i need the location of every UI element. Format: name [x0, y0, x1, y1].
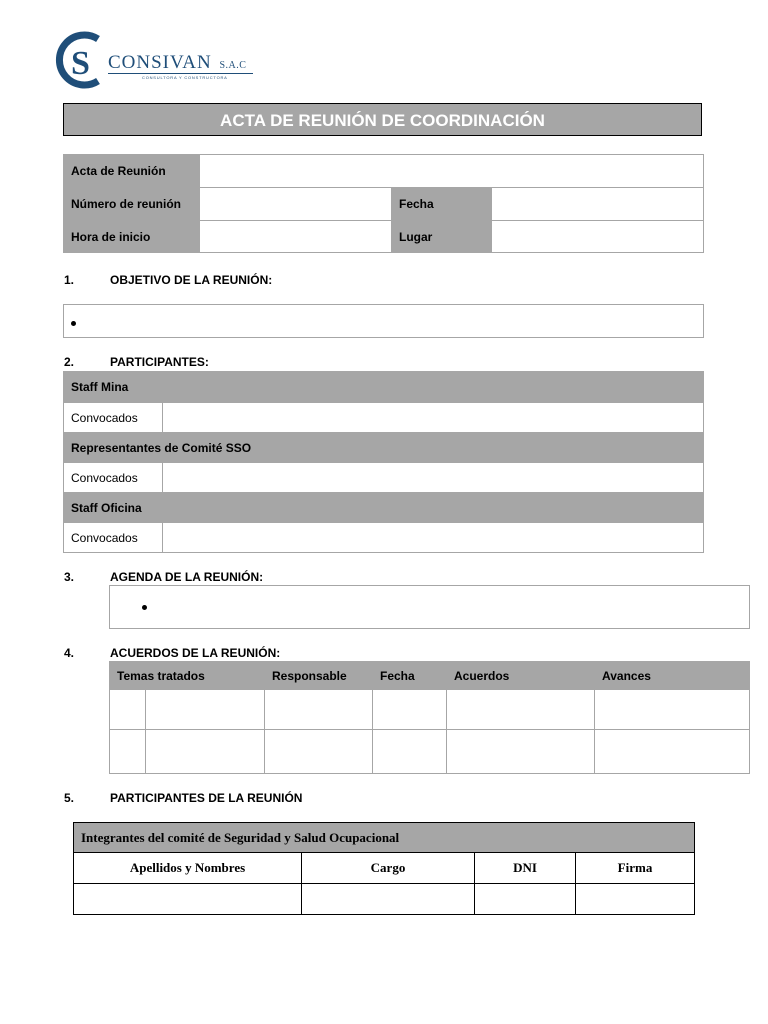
convocados-label: Convocados: [64, 403, 163, 433]
table-cell[interactable]: [576, 884, 695, 915]
document-title-text: ACTA DE REUNIÓN DE COORDINACIÓN: [220, 111, 545, 130]
table-cell[interactable]: [475, 884, 576, 915]
group-staff-oficina: Staff Oficina: [64, 493, 704, 523]
table-cell[interactable]: [146, 730, 265, 774]
hora-input[interactable]: [200, 221, 392, 253]
section-5-number: 5.: [64, 791, 75, 805]
logo-tagline: CONSULTORA Y CONSTRUCTORA: [142, 75, 228, 80]
svg-text:S: S: [71, 45, 90, 82]
table-cell[interactable]: [74, 884, 302, 915]
section-5-heading: [64, 791, 664, 807]
table-cell[interactable]: [373, 690, 447, 730]
bullet-icon: [142, 605, 147, 610]
section-4-number: 4.: [64, 646, 75, 660]
logo-brand: CONSIVAN: [108, 52, 212, 73]
logo-suffix: S.A.C: [219, 60, 247, 71]
group-staff-mina: Staff Mina: [64, 372, 704, 403]
col-dni: DNI: [475, 853, 576, 884]
section-2-title: PARTICIPANTES:: [110, 355, 209, 369]
bullet-icon: [71, 321, 76, 326]
table-cell[interactable]: [110, 730, 146, 774]
section-3-heading: [64, 570, 664, 586]
lugar-label: Lugar: [392, 221, 492, 253]
fecha-label: Fecha: [392, 188, 492, 221]
objetivo-box[interactable]: [63, 304, 704, 338]
convocados-input[interactable]: [163, 523, 704, 553]
section-1-heading: [64, 273, 664, 289]
acuerdos-table: [109, 661, 750, 774]
table-row: [110, 690, 750, 730]
fecha-input[interactable]: [492, 188, 704, 221]
section-2-number: 2.: [64, 355, 75, 369]
header-info-table: [63, 154, 704, 253]
table-cell[interactable]: [265, 730, 373, 774]
agenda-box[interactable]: [109, 585, 750, 629]
convocados-label: Convocados: [64, 523, 163, 553]
section-4-title: ACUERDOS DE LA REUNIÓN:: [110, 646, 281, 660]
hora-label: Hora de inicio: [64, 221, 200, 253]
acta-label: Acta de Reunión: [64, 155, 200, 188]
col-responsable: Responsable: [265, 662, 373, 690]
table-cell[interactable]: [595, 690, 750, 730]
section-5-title: PARTICIPANTES DE LA REUNIÓN: [110, 791, 303, 805]
comite-table-title: Integrantes del comité de Seguridad y Salud Ocupacional: [74, 823, 695, 853]
section-3-title: AGENDA DE LA REUNIÓN:: [110, 570, 264, 584]
table-row: [74, 884, 695, 915]
convocados-input[interactable]: [163, 463, 704, 493]
convocados-label: Convocados: [64, 463, 163, 493]
table-cell[interactable]: [146, 690, 265, 730]
table-cell[interactable]: [447, 690, 595, 730]
section-1-title: OBJETIVO DE LA REUNIÓN:: [110, 273, 273, 287]
col-avances: Avances: [595, 662, 750, 690]
section-1-number: 1.: [64, 273, 75, 287]
col-fecha: Fecha: [373, 662, 447, 690]
lugar-input[interactable]: [492, 221, 704, 253]
group-comite-sso: Representantes de Comité SSO: [64, 433, 704, 463]
comite-table: [73, 822, 695, 915]
acta-input[interactable]: [200, 155, 704, 188]
numero-label: Número de reunión: [64, 188, 200, 221]
participantes-table: [63, 371, 704, 553]
table-row: [110, 730, 750, 774]
table-cell[interactable]: [373, 730, 447, 774]
table-cell[interactable]: [595, 730, 750, 774]
col-acuerdos: Acuerdos: [447, 662, 595, 690]
col-cargo: Cargo: [302, 853, 475, 884]
convocados-input[interactable]: [163, 403, 704, 433]
table-cell[interactable]: [302, 884, 475, 915]
document-title: [63, 103, 702, 136]
numero-input[interactable]: [200, 188, 392, 221]
table-cell[interactable]: [447, 730, 595, 774]
col-apellidos-nombres: Apellidos y Nombres: [74, 853, 302, 884]
company-logo: [52, 30, 262, 90]
table-cell[interactable]: [265, 690, 373, 730]
col-firma: Firma: [576, 853, 695, 884]
col-temas: Temas tratados: [110, 662, 265, 690]
section-4-heading: [64, 646, 664, 662]
table-cell[interactable]: [110, 690, 146, 730]
logo-line: [108, 73, 253, 74]
section-3-number: 3.: [64, 570, 75, 584]
section-2-heading: [64, 355, 664, 371]
